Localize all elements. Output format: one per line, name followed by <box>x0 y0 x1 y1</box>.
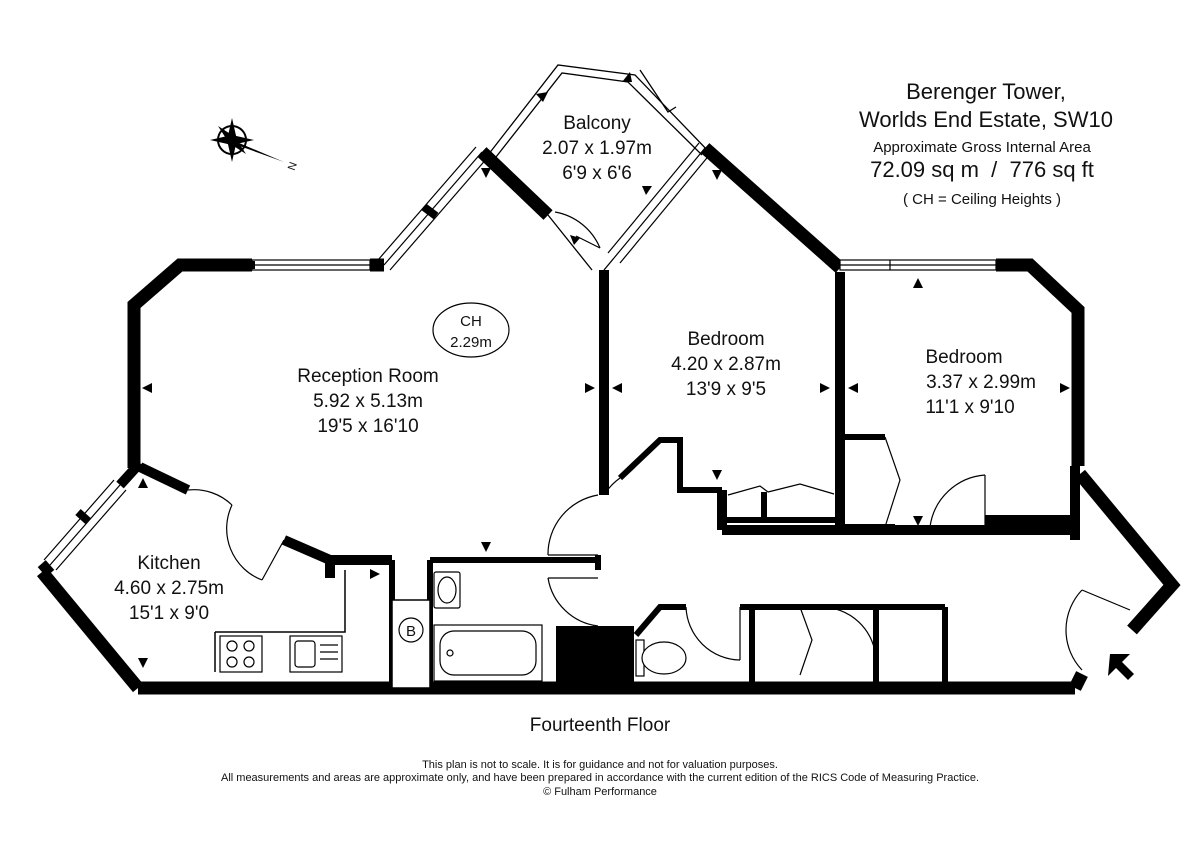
disclaimer-line-3: © Fulham Performance <box>543 786 657 798</box>
room-bedroom-2 <box>925 347 1036 418</box>
room-metric: 2.07 x 1.97m <box>542 138 652 159</box>
room-name: Bedroom <box>925 347 1003 368</box>
room-imperial: 13'9 x 9'5 <box>685 379 767 400</box>
plan-header <box>859 79 1113 208</box>
compass-north-label: N <box>285 160 300 173</box>
walls <box>42 148 1172 688</box>
room-name: Reception Room <box>297 366 439 387</box>
ch-value: 2.29m <box>450 334 492 351</box>
room-imperial: 11'1 x 9'10 <box>925 397 1015 418</box>
room-name: Kitchen <box>137 553 201 574</box>
room-name: Balcony <box>563 113 631 134</box>
disclaimer-line-1: This plan is not to scale. It is for guidance and not for valuation purposes. <box>422 759 778 771</box>
boiler-label: B <box>405 623 417 640</box>
area-value: 72.09 sq m / 776 sq ft <box>870 157 1094 182</box>
room-imperial: 19'5 x 16'10 <box>317 416 419 437</box>
hob-icon <box>220 636 262 672</box>
compass-icon <box>210 118 284 162</box>
room-name: Bedroom <box>687 329 765 350</box>
windows <box>44 143 996 570</box>
room-reception <box>297 366 439 437</box>
room-bedroom-1 <box>671 329 781 400</box>
boiler-cupboard <box>392 600 430 688</box>
room-metric: 3.37 x 2.99m <box>926 372 1036 393</box>
disclaimer-line-2: All measurements and areas are approximate only, and have been prepared in accordance with the current edition of the RICS Code of Measuring Practice. <box>221 772 979 784</box>
estate-name: Worlds End Estate, SW10 <box>859 107 1113 132</box>
ceiling-note: ( CH = Ceiling Heights ) <box>903 191 1061 208</box>
disclaimer <box>221 759 979 798</box>
room-imperial: 15'1 x 9'0 <box>128 603 210 624</box>
room-metric: 4.20 x 2.87m <box>671 354 781 375</box>
room-metric: 5.92 x 5.13m <box>313 391 423 412</box>
room-balcony <box>542 113 652 184</box>
building-name: Berenger Tower, <box>906 79 1066 104</box>
room-kitchen <box>114 553 224 624</box>
ch-label: CH <box>460 313 482 330</box>
floor-label: Fourteenth Floor <box>529 715 671 736</box>
area-caption: Approximate Gross Internal Area <box>873 139 1091 156</box>
room-imperial: 6'9 x 6'6 <box>562 163 632 184</box>
room-metric: 4.60 x 2.75m <box>114 578 224 599</box>
duct-block <box>556 626 634 688</box>
entrance-arrow-icon <box>1108 654 1134 680</box>
